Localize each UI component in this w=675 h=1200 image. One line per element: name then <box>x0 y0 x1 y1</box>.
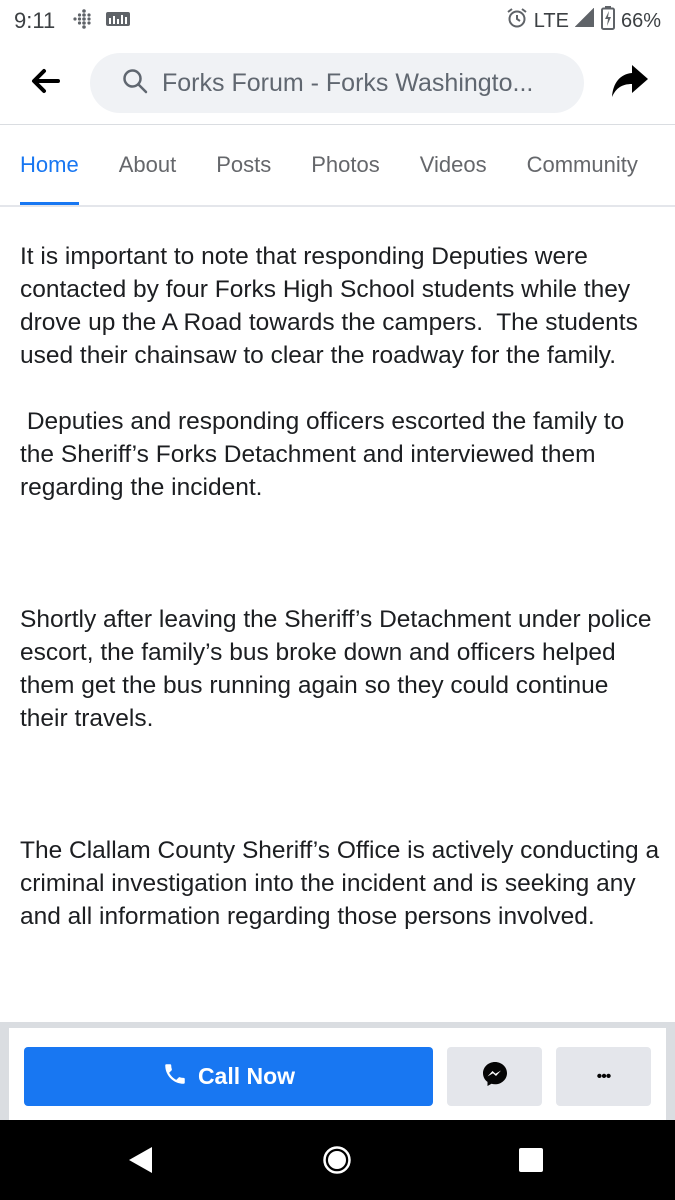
tab-posts-label: Posts <box>216 152 272 177</box>
paragraph: The Clallam County Sheriff’s Office is actively conducting a criminal investigation into the incident and is seeking any and all information regarding those persons involved. <box>20 837 666 930</box>
signal-icon <box>575 8 595 34</box>
search-text: Forks Forum - Forks Washingto... <box>162 68 534 97</box>
phone-icon <box>162 1061 188 1093</box>
tab-photos-label: Photos <box>311 152 380 177</box>
nav-back-icon[interactable] <box>126 1145 154 1180</box>
call-now-label: Call Now <box>197 1063 296 1089</box>
app-notification-icon <box>105 10 131 33</box>
tab-about-label: About <box>118 152 177 177</box>
arrow-left-icon <box>30 68 60 99</box>
search-bar[interactable] <box>90 53 584 113</box>
more-dots-icon: ••• <box>596 1067 611 1085</box>
call-now-button[interactable] <box>24 1047 433 1106</box>
search-icon <box>122 68 148 99</box>
status-time: 9:11 <box>14 8 56 33</box>
tab-photos[interactable] <box>311 125 380 205</box>
nav-recents-icon[interactable] <box>518 1147 544 1178</box>
paragraph: It is important to note that responding Deputies were contacted by four Forks High School students while they drove up the A Road towards the campers. The students used their chainsaw to clear the roadway for the family. <box>20 243 645 369</box>
paragraph: Deputies and responding officers escorted the family to the Sheriff’s Forks Detachment and interviewed them regarding the incident. <box>20 408 632 501</box>
messenger-icon <box>481 1060 509 1093</box>
tabs-divider <box>0 205 675 207</box>
share-arrow-icon <box>610 63 650 104</box>
battery-percent: 66% <box>620 9 661 32</box>
status-bar <box>0 0 675 42</box>
page-tabs <box>0 125 675 205</box>
action-bar <box>9 1028 666 1120</box>
system-nav-bar <box>0 1120 675 1200</box>
network-type: LTE <box>533 9 569 32</box>
action-bar-wrapper <box>0 1022 675 1120</box>
messenger-button[interactable] <box>447 1047 542 1106</box>
paragraph: Shortly after leaving the Sheriff’s Detachment under police escort, the family’s bus broke down and officers helped them get the bus running again so they could continue their travels. <box>20 606 659 732</box>
tab-videos-label: Videos <box>419 152 487 177</box>
fitbit-icon <box>71 8 93 35</box>
top-bar <box>0 42 675 124</box>
tab-posts[interactable] <box>216 125 271 205</box>
tab-home-label: Home <box>20 152 79 177</box>
tab-videos[interactable] <box>420 125 487 205</box>
more-options-button[interactable] <box>556 1047 651 1106</box>
tab-community[interactable] <box>527 125 638 205</box>
battery-charging-icon <box>601 6 615 36</box>
share-button[interactable] <box>584 42 675 124</box>
nav-home-icon[interactable] <box>322 1145 352 1180</box>
tab-about[interactable] <box>119 125 177 205</box>
back-button[interactable] <box>0 42 90 124</box>
tab-home[interactable] <box>20 125 79 205</box>
alarm-icon <box>506 7 528 35</box>
tab-community-label: Community <box>526 152 638 177</box>
post-body <box>20 240 666 933</box>
